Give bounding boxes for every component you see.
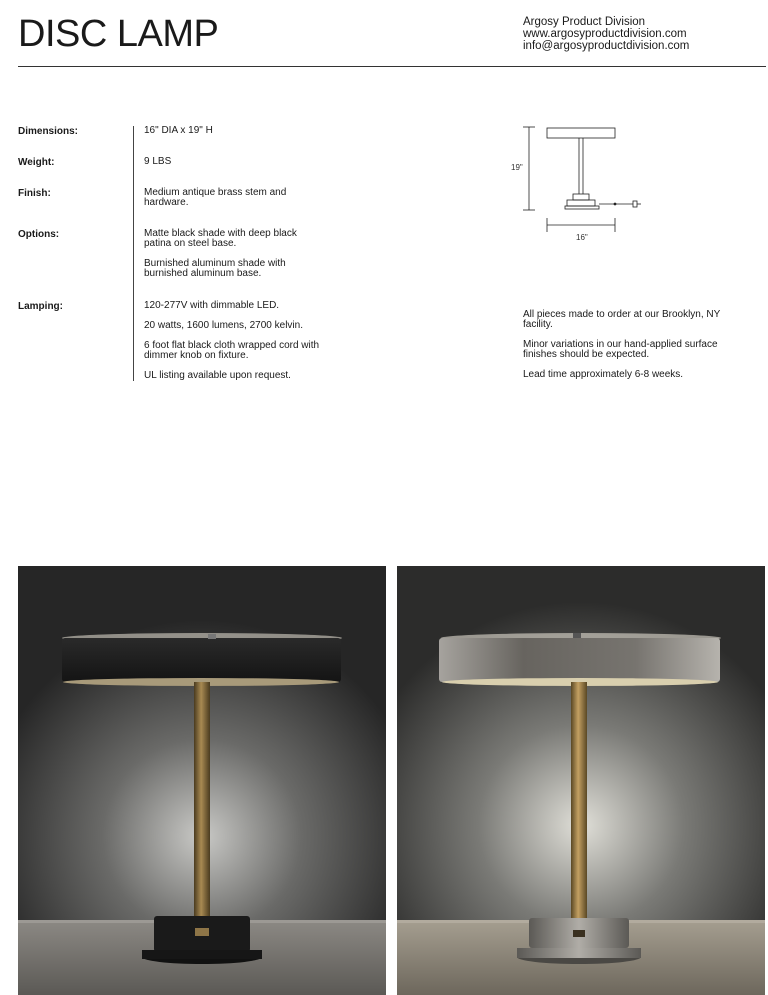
spec-value-options: [144, 229, 314, 289]
spec-text: Medium antique brass stem and hardware.: [144, 187, 287, 208]
spec-value-finish: [144, 188, 309, 218]
spec-label-options: Options:: [18, 229, 60, 240]
spec-label-finish: Finish:: [18, 188, 51, 199]
spec-value-weight: [144, 157, 319, 177]
height-label: 19": [511, 163, 523, 172]
photo-aluminum-lamp: [397, 566, 765, 995]
photo-black-lamp: [18, 566, 386, 995]
spec-text: 16" DIA x 19" H: [144, 125, 213, 136]
page-title: DISC LAMP: [18, 13, 219, 55]
spec-label-lamping: Lamping:: [18, 301, 63, 312]
spec-text: 6 foot flat black cloth wrapped cord with dimmer knob on fixture.: [144, 340, 320, 361]
note-text: Minor variations in our hand-applied surface finishes should be expected.: [523, 339, 718, 360]
spec-divider: [133, 126, 134, 381]
spec-value-dimensions: [144, 126, 319, 146]
header-divider: [18, 66, 766, 67]
spec-text: Burnished aluminum shade with burnished aluminum base.: [144, 258, 286, 279]
dimmer-knob-icon: [614, 203, 617, 206]
company-website[interactable]: www.argosyproductdivision.com: [523, 28, 687, 40]
spec-value-lamping: [144, 301, 322, 391]
width-label: 16": [576, 233, 588, 242]
spec-text: 20 watts, 1600 lumens, 2700 kelvin.: [144, 320, 303, 331]
lamp-photo-aluminum: [397, 566, 765, 995]
lamp-line-drawing: [505, 118, 655, 243]
lamp-photo-black: [18, 566, 386, 995]
spec-text: Matte black shade with deep black patina on steel base.: [144, 228, 297, 249]
company-name: Argosy Product Division: [523, 16, 646, 28]
note-text: All pieces made to order at our Brooklyn, NY facility.: [523, 309, 721, 330]
dimension-diagram: [505, 118, 655, 248]
spec-text: 120-277V with dimmable LED.: [144, 300, 280, 311]
spec-text: UL listing available upon request.: [144, 370, 291, 381]
spec-label-dimensions: Dimensions:: [18, 126, 79, 137]
note-text: Lead time approximately 6-8 weeks.: [523, 369, 684, 380]
order-notes: [523, 310, 723, 390]
company-info: [523, 16, 689, 52]
spec-label-weight: Weight:: [18, 157, 55, 168]
spec-text: 9 LBS: [144, 156, 172, 167]
company-email[interactable]: info@argosyproductdivision.com: [523, 40, 690, 52]
